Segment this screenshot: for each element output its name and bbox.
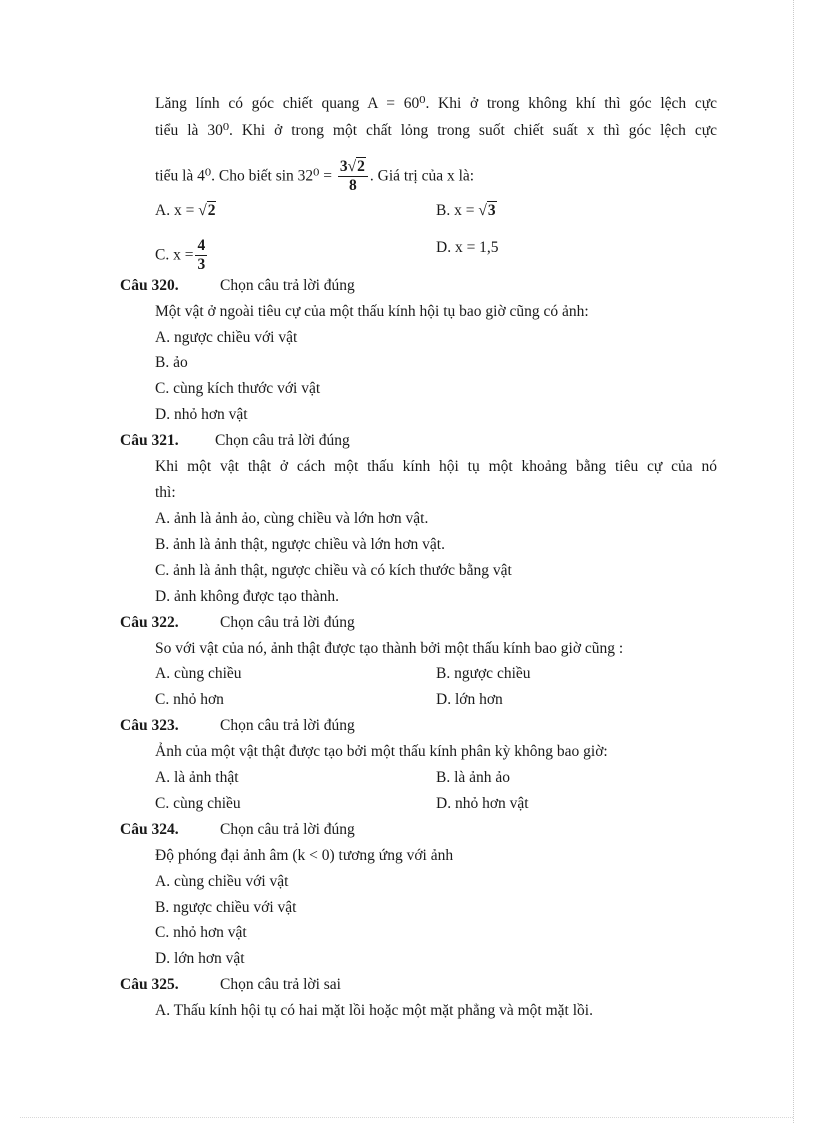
question-stem: So với vật của nó, ảnh thật được tạo thành bởi một thấu kính bao giờ cũng : [155, 640, 624, 657]
question-stem: Ảnh của một vật thật được tạo bởi một thấu kính phân kỳ không bao giờ: [155, 743, 608, 760]
intro-line-3-text: tiểu là 4⁰. Cho biết sin 32⁰ = [155, 167, 336, 185]
option-c: C. cùng kích thước với vật [155, 380, 321, 397]
question-instruction: Chọn câu trả lời đúng [220, 277, 355, 294]
question-number: Câu 320. [120, 277, 179, 294]
page-bottom-rule [20, 1117, 793, 1118]
option-a: A. Thấu kính hội tụ có hai mặt lồi hoặc một mặt phẳng và một mặt lồi. [155, 1002, 593, 1019]
option-d: D. nhỏ hơn vật [155, 406, 248, 423]
question-stem-line-1: Khi một vật thật ở cách một thấu kính hội tụ một khoảng bằng tiêu cự của nó [155, 458, 717, 475]
question-instruction: Chọn câu trả lời sai [220, 976, 341, 993]
sin-fraction: $\frac{3√2}{8}$ [338, 159, 368, 195]
question-instruction: Chọn câu trả lời đúng [220, 614, 355, 631]
option-a: A. cùng chiều [155, 665, 242, 682]
option-c: C. cùng chiều [155, 795, 241, 812]
question-number: Câu 325. [120, 976, 179, 993]
sqrt-symbol: √3 [478, 202, 496, 219]
option-d: D. lớn hơn [436, 691, 503, 708]
intro-line-3-end: . Giá trị của x là: [369, 167, 475, 185]
question-stem: Một vật ở ngoài tiêu cự của một thấu kính hội tụ bao giờ cũng có ảnh: [155, 303, 589, 320]
option-a: A. cùng chiều với vật [155, 873, 289, 890]
sqrt-symbol: √2 [347, 158, 365, 175]
option-b: B. ảnh là ảnh thật, ngược chiều và lớn hơn vật. [155, 536, 445, 553]
question-number: Câu 324. [120, 821, 179, 838]
option-d: D. lớn hơn vật [155, 950, 245, 967]
question-instruction: Chọn câu trả lời đúng [220, 717, 355, 734]
option-b: B. ngược chiều [436, 665, 531, 682]
question-instruction: Chọn câu trả lời đúng [220, 821, 355, 838]
intro-line-3 [155, 159, 474, 195]
question-stem: Độ phóng đại ảnh âm (k < 0) tương ứng với ảnh [155, 847, 454, 864]
sqrt-symbol: √2 [198, 202, 216, 219]
intro-option-a: A. x = √2 [155, 202, 216, 219]
question-stem-line-2: thì: [155, 484, 176, 501]
question-number: Câu 322. [120, 614, 179, 631]
option-d: D. nhỏ hơn vật [436, 795, 529, 812]
option-d: D. ảnh không được tạo thành. [155, 588, 340, 605]
option-b: B. ảo [155, 354, 188, 371]
option-c: C. nhỏ hơn [155, 691, 224, 708]
option-b: B. là ảnh ảo [436, 769, 511, 786]
option-c: C. ảnh là ảnh thật, ngược chiều và có kích thước bằng vật [155, 562, 512, 579]
option-a: A. là ảnh thật [155, 769, 239, 786]
page-margin-rule [793, 0, 794, 1123]
question-number: Câu 321. [120, 432, 179, 449]
intro-option-c: C. x = $\frac{4}{3}$ [155, 237, 206, 274]
option-c-fraction: $\frac{4}{3}$ [197, 237, 206, 274]
intro-line-2: tiểu là 30⁰. Khi ở trong một chất lỏng trong suốt chiết suất x thì góc lệch cực [155, 122, 717, 139]
option-c: C. nhỏ hơn vật [155, 924, 247, 941]
question-instruction: Chọn câu trả lời đúng [215, 432, 350, 449]
option-a: A. ảnh là ảnh ảo, cùng chiều và lớn hơn vật. [155, 510, 429, 527]
option-a: A. ngược chiều với vật [155, 329, 298, 346]
intro-option-b: B. x = √3 [436, 202, 496, 219]
intro-option-d: D. x = 1,5 [436, 239, 499, 256]
option-b: B. ngược chiều với vật [155, 899, 297, 916]
question-number: Câu 323. [120, 717, 179, 734]
intro-line-1: Lăng lính có góc chiết quang A = 60⁰. Khi ở trong không khí thì góc lệch cực [155, 95, 717, 112]
